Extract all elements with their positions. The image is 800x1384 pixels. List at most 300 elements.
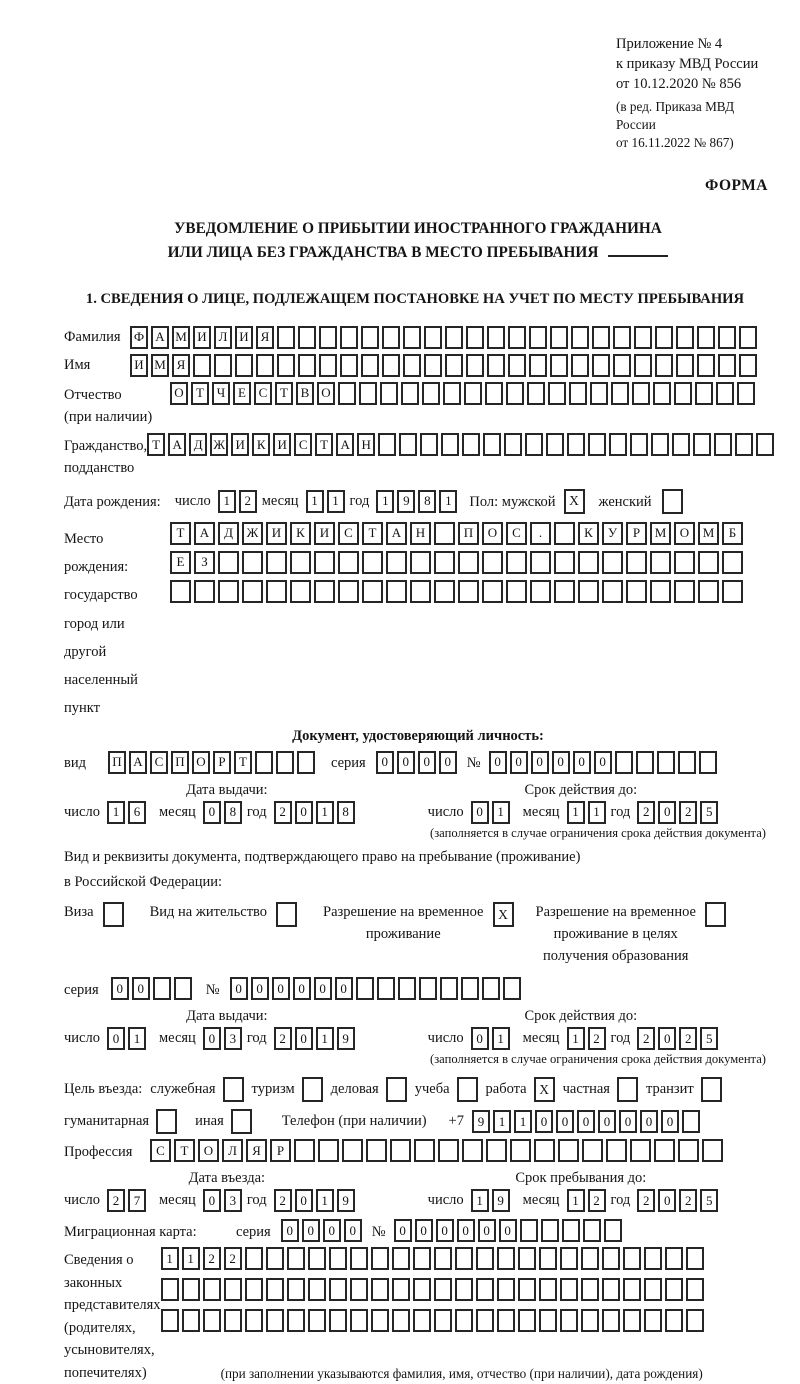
char-box[interactable]: К [290,522,311,545]
char-box[interactable] [308,1278,326,1301]
char-box[interactable] [266,1247,284,1270]
char-box[interactable] [632,382,650,405]
char-box[interactable]: П [458,522,479,545]
char-box[interactable]: 0 [203,1027,221,1050]
char-box[interactable]: Ч [212,382,230,405]
char-box[interactable] [466,326,484,349]
char-box[interactable] [578,580,599,603]
char-box[interactable]: 0 [594,751,612,774]
char-box[interactable] [218,551,239,574]
char-box[interactable] [623,1247,641,1270]
char-box[interactable] [554,580,575,603]
char-box[interactable] [503,977,521,1000]
char-box[interactable] [569,382,587,405]
char-box[interactable]: С [150,1139,171,1162]
char-box[interactable]: О [482,522,503,545]
char-box[interactable]: Ж [242,522,263,545]
char-box[interactable] [588,433,606,456]
char-box[interactable] [366,1139,387,1162]
char-box[interactable] [518,1247,536,1270]
char-box[interactable] [319,354,337,377]
char-box[interactable]: 0 [376,751,394,774]
char-box[interactable]: П [171,751,189,774]
char-box[interactable] [510,1139,531,1162]
char-box[interactable]: 2 [679,1189,697,1212]
char-box[interactable] [676,326,694,349]
char-box[interactable] [174,977,192,1000]
char-box[interactable] [153,977,171,1000]
char-box[interactable] [476,1247,494,1270]
char-box[interactable]: 9 [397,490,415,513]
checkbox-delovaya[interactable] [386,1077,407,1102]
char-box[interactable] [371,1247,389,1270]
char-box[interactable] [361,326,379,349]
char-box[interactable] [698,551,719,574]
char-box[interactable] [392,1247,410,1270]
char-box[interactable] [434,1309,452,1332]
char-box[interactable]: С [338,522,359,545]
char-box[interactable]: А [336,433,354,456]
char-box[interactable] [242,580,263,603]
char-box[interactable]: 0 [203,801,221,824]
checkbox-temp-residence[interactable]: X [493,902,514,927]
char-box[interactable]: 2 [588,1027,606,1050]
char-box[interactable]: М [172,326,190,349]
char-box[interactable] [695,382,713,405]
char-box[interactable] [550,326,568,349]
char-box[interactable]: 0 [344,1219,362,1242]
char-box[interactable]: 0 [251,977,269,1000]
char-box[interactable] [634,354,652,377]
checkbox-chastnaya[interactable] [617,1077,638,1102]
char-box[interactable]: 1 [492,1027,510,1050]
char-box[interactable] [382,326,400,349]
char-box[interactable]: 1 [107,801,125,824]
char-box[interactable] [350,1247,368,1270]
char-box[interactable] [445,354,463,377]
char-box[interactable]: Т [234,751,252,774]
char-box[interactable]: 2 [588,1189,606,1212]
char-box[interactable] [739,326,757,349]
char-box[interactable]: Д [189,433,207,456]
char-box[interactable] [602,1278,620,1301]
char-box[interactable] [266,580,287,603]
char-box[interactable] [438,1139,459,1162]
char-box[interactable] [434,580,455,603]
char-box[interactable] [487,326,505,349]
char-box[interactable] [550,354,568,377]
char-box[interactable]: 9 [492,1189,510,1212]
char-box[interactable]: М [698,522,719,545]
char-box[interactable]: 0 [203,1189,221,1212]
char-box[interactable] [686,1278,704,1301]
char-box[interactable]: 2 [679,801,697,824]
char-box[interactable] [483,433,501,456]
char-box[interactable]: О [170,382,188,405]
char-box[interactable] [318,1139,339,1162]
char-box[interactable] [235,354,253,377]
char-box[interactable]: 1 [492,801,510,824]
char-box[interactable]: 0 [132,977,150,1000]
char-box[interactable] [161,1278,179,1301]
char-box[interactable] [338,580,359,603]
char-box[interactable]: С [294,433,312,456]
char-box[interactable]: М [151,354,169,377]
char-box[interactable] [548,382,566,405]
char-box[interactable] [562,1219,580,1242]
char-box[interactable] [194,580,215,603]
char-box[interactable] [520,1219,538,1242]
char-box[interactable]: 1 [316,801,334,824]
char-box[interactable] [508,354,526,377]
char-box[interactable] [390,1139,411,1162]
char-box[interactable]: 1 [567,801,585,824]
char-box[interactable] [314,580,335,603]
char-box[interactable] [581,1309,599,1332]
char-box[interactable] [362,551,383,574]
char-box[interactable] [611,382,629,405]
char-box[interactable] [476,1278,494,1301]
char-box[interactable]: Л [222,1139,243,1162]
char-box[interactable] [650,580,671,603]
char-box[interactable] [298,354,316,377]
char-box[interactable]: 0 [323,1219,341,1242]
char-box[interactable] [371,1309,389,1332]
char-box[interactable] [410,551,431,574]
char-box[interactable]: 1 [218,490,236,513]
char-box[interactable] [266,1278,284,1301]
char-box[interactable] [497,1247,515,1270]
char-box[interactable] [497,1309,515,1332]
char-box[interactable] [527,382,545,405]
char-box[interactable] [693,433,711,456]
char-box[interactable]: Р [270,1139,291,1162]
char-box[interactable]: 0 [499,1219,517,1242]
char-box[interactable] [245,1278,263,1301]
char-box[interactable]: 0 [272,977,290,1000]
char-box[interactable] [290,580,311,603]
char-box[interactable] [413,1278,431,1301]
char-box[interactable] [422,382,440,405]
char-box[interactable] [560,1247,578,1270]
char-box[interactable] [678,751,696,774]
char-box[interactable] [455,1309,473,1332]
char-box[interactable]: 0 [295,801,313,824]
char-box[interactable]: 0 [281,1219,299,1242]
char-box[interactable] [386,580,407,603]
char-box[interactable] [224,1278,242,1301]
char-box[interactable] [651,433,669,456]
char-box[interactable] [592,326,610,349]
char-box[interactable] [650,551,671,574]
char-box[interactable] [571,354,589,377]
char-box[interactable] [434,1247,452,1270]
char-box[interactable]: Д [218,522,239,545]
char-box[interactable] [678,1139,699,1162]
char-box[interactable]: 2 [679,1027,697,1050]
char-box[interactable]: Е [170,551,191,574]
char-box[interactable]: Л [214,326,232,349]
char-box[interactable] [739,354,757,377]
char-box[interactable] [298,326,316,349]
char-box[interactable] [434,522,455,545]
char-box[interactable]: А [151,326,169,349]
char-box[interactable]: Т [275,382,293,405]
char-box[interactable] [276,751,294,774]
char-box[interactable] [737,382,755,405]
char-box[interactable]: О [674,522,695,545]
char-box[interactable] [401,382,419,405]
char-box[interactable]: С [254,382,272,405]
char-box[interactable]: 0 [415,1219,433,1242]
char-box[interactable]: Б [722,522,743,545]
char-box[interactable]: 1 [376,490,394,513]
char-box[interactable]: 7 [128,1189,146,1212]
char-box[interactable] [486,1139,507,1162]
char-box[interactable] [504,433,522,456]
char-box[interactable]: 0 [111,977,129,1000]
char-box[interactable] [506,580,527,603]
char-box[interactable]: 5 [700,1189,718,1212]
char-box[interactable]: 0 [302,1219,320,1242]
char-box[interactable] [686,1247,704,1270]
char-box[interactable] [615,751,633,774]
char-box[interactable] [466,354,484,377]
char-box[interactable] [440,977,458,1000]
char-box[interactable] [674,551,695,574]
char-box[interactable]: А [168,433,186,456]
char-box[interactable] [482,551,503,574]
char-box[interactable] [350,1278,368,1301]
char-box[interactable] [578,551,599,574]
char-box[interactable]: 2 [274,801,292,824]
char-box[interactable] [455,1278,473,1301]
checkbox-tranzit[interactable] [701,1077,722,1102]
char-box[interactable] [613,354,631,377]
char-box[interactable] [583,1219,601,1242]
char-box[interactable] [676,354,694,377]
char-box[interactable] [534,1139,555,1162]
char-box[interactable] [399,433,417,456]
char-box[interactable] [319,326,337,349]
char-box[interactable] [392,1278,410,1301]
char-box[interactable]: Н [410,522,431,545]
char-box[interactable] [308,1309,326,1332]
char-box[interactable] [329,1309,347,1332]
char-box[interactable] [308,1247,326,1270]
char-box[interactable]: А [194,522,215,545]
char-box[interactable] [398,977,416,1000]
char-box[interactable] [672,433,690,456]
char-box[interactable]: А [386,522,407,545]
char-box[interactable]: 0 [640,1110,658,1133]
char-box[interactable]: Ж [210,433,228,456]
char-box[interactable]: 0 [619,1110,637,1133]
char-box[interactable] [497,1278,515,1301]
char-box[interactable]: Р [213,751,231,774]
char-box[interactable] [403,354,421,377]
char-box[interactable] [441,433,459,456]
char-box[interactable] [657,751,675,774]
char-box[interactable] [462,1139,483,1162]
char-box[interactable] [644,1309,662,1332]
char-box[interactable] [590,382,608,405]
char-box[interactable] [487,354,505,377]
char-box[interactable]: И [273,433,291,456]
char-box[interactable]: 1 [471,1189,489,1212]
char-box[interactable] [413,1309,431,1332]
char-box[interactable] [626,551,647,574]
char-box[interactable] [609,433,627,456]
checkbox-temp-residence-education[interactable] [705,902,726,927]
char-box[interactable]: 0 [293,977,311,1000]
char-box[interactable] [445,326,463,349]
char-box[interactable] [464,382,482,405]
char-box[interactable] [567,433,585,456]
char-box[interactable] [539,1247,557,1270]
char-box[interactable] [203,1309,221,1332]
char-box[interactable] [674,382,692,405]
char-box[interactable]: 0 [230,977,248,1000]
checkbox-vid-na-zhitelstvo[interactable] [276,902,297,927]
char-box[interactable] [256,354,274,377]
char-box[interactable] [277,354,295,377]
char-box[interactable] [714,433,732,456]
char-box[interactable] [541,1219,559,1242]
char-box[interactable] [340,326,358,349]
char-box[interactable]: Ф [130,326,148,349]
char-box[interactable]: 2 [107,1189,125,1212]
char-box[interactable] [722,551,743,574]
char-box[interactable] [682,1110,700,1133]
char-box[interactable]: К [252,433,270,456]
char-box[interactable] [287,1278,305,1301]
char-box[interactable] [461,977,479,1000]
char-box[interactable]: 0 [457,1219,475,1242]
char-box[interactable] [455,1247,473,1270]
char-box[interactable]: В [296,382,314,405]
char-box[interactable] [634,326,652,349]
char-box[interactable] [386,551,407,574]
char-box[interactable]: 0 [598,1110,616,1133]
char-box[interactable]: 0 [510,751,528,774]
char-box[interactable]: 1 [439,490,457,513]
char-box[interactable] [530,551,551,574]
char-box[interactable] [539,1309,557,1332]
char-box[interactable]: И [266,522,287,545]
char-box[interactable]: 3 [224,1027,242,1050]
char-box[interactable] [245,1309,263,1332]
char-box[interactable]: И [314,522,335,545]
char-box[interactable] [414,1139,435,1162]
char-box[interactable] [314,551,335,574]
char-box[interactable]: О [198,1139,219,1162]
char-box[interactable]: Н [357,433,375,456]
char-box[interactable]: 6 [128,801,146,824]
char-box[interactable]: 0 [489,751,507,774]
char-box[interactable] [161,1309,179,1332]
char-box[interactable]: 1 [128,1027,146,1050]
char-box[interactable] [362,580,383,603]
char-box[interactable] [350,1309,368,1332]
char-box[interactable] [735,433,753,456]
char-box[interactable]: Я [256,326,274,349]
char-box[interactable] [698,580,719,603]
char-box[interactable] [359,382,377,405]
char-box[interactable]: . [530,522,551,545]
char-box[interactable]: 0 [335,977,353,1000]
char-box[interactable]: 0 [439,751,457,774]
char-box[interactable]: И [231,433,249,456]
char-box[interactable] [329,1278,347,1301]
char-box[interactable] [361,354,379,377]
char-box[interactable] [434,1278,452,1301]
char-box[interactable]: 5 [700,1027,718,1050]
char-box[interactable] [277,326,295,349]
char-box[interactable]: 2 [637,801,655,824]
char-box[interactable]: 1 [493,1110,511,1133]
char-box[interactable] [655,354,673,377]
char-box[interactable] [630,1139,651,1162]
char-box[interactable]: 0 [661,1110,679,1133]
char-box[interactable] [329,1247,347,1270]
char-box[interactable] [697,354,715,377]
checkbox-sex-female[interactable] [662,489,683,514]
char-box[interactable] [193,354,211,377]
char-box[interactable] [722,580,743,603]
char-box[interactable]: 0 [314,977,332,1000]
char-box[interactable]: Т [174,1139,195,1162]
char-box[interactable] [644,1278,662,1301]
char-box[interactable]: О [317,382,335,405]
char-box[interactable] [482,580,503,603]
char-box[interactable]: 0 [552,751,570,774]
char-box[interactable]: 0 [295,1189,313,1212]
char-box[interactable] [592,354,610,377]
char-box[interactable] [245,1247,263,1270]
char-box[interactable] [377,977,395,1000]
char-box[interactable]: 1 [514,1110,532,1133]
char-box[interactable]: Е [233,382,251,405]
char-box[interactable]: С [150,751,168,774]
char-box[interactable] [476,1309,494,1332]
char-box[interactable] [602,1247,620,1270]
char-box[interactable] [558,1139,579,1162]
char-box[interactable] [382,354,400,377]
char-box[interactable] [458,580,479,603]
char-box[interactable] [392,1309,410,1332]
char-box[interactable]: 1 [316,1189,334,1212]
char-box[interactable]: У [602,522,623,545]
char-box[interactable] [756,433,774,456]
char-box[interactable]: 0 [531,751,549,774]
char-box[interactable] [582,1139,603,1162]
char-box[interactable] [356,977,374,1000]
char-box[interactable]: 2 [637,1189,655,1212]
char-box[interactable] [630,433,648,456]
char-box[interactable]: 2 [274,1189,292,1212]
char-box[interactable] [602,551,623,574]
char-box[interactable]: И [130,354,148,377]
char-box[interactable] [290,551,311,574]
char-box[interactable] [410,580,431,603]
char-box[interactable] [602,580,623,603]
char-box[interactable] [420,433,438,456]
char-box[interactable] [546,433,564,456]
char-box[interactable] [182,1309,200,1332]
char-box[interactable]: С [506,522,527,545]
char-box[interactable]: Т [170,522,191,545]
